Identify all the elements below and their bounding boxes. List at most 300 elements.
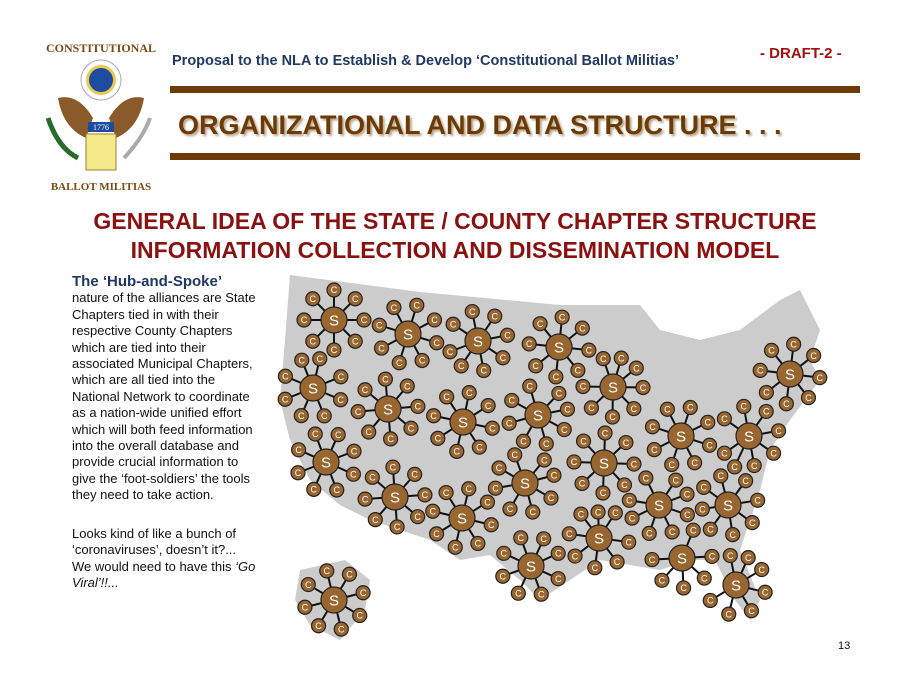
- county-chapter-node: [523, 379, 537, 393]
- svg-text:C: C: [390, 302, 398, 313]
- county-chapter-node: [617, 478, 631, 492]
- svg-text:C: C: [621, 480, 628, 491]
- county-chapter-node: [372, 318, 386, 332]
- svg-text:S: S: [320, 454, 332, 472]
- svg-text:C: C: [721, 448, 728, 459]
- county-chapter-node: [534, 587, 548, 601]
- svg-text:C: C: [411, 469, 418, 480]
- svg-text:S: S: [598, 455, 610, 473]
- state-chapter-hub: [646, 492, 672, 518]
- county-chapter-node: [306, 334, 320, 348]
- county-chapter-node: [307, 482, 321, 496]
- county-chapter-node: [560, 402, 574, 416]
- svg-text:C: C: [564, 404, 571, 415]
- svg-text:S: S: [389, 489, 401, 507]
- svg-text:C: C: [536, 318, 544, 329]
- county-chapter-node: [745, 516, 759, 530]
- heading-line-1: GENERAL IDEA OF THE STATE / COUNTY CHAPTER STRUCTURE: [93, 208, 817, 234]
- svg-text:C: C: [359, 587, 367, 598]
- svg-text:C: C: [648, 554, 656, 565]
- county-chapter-node: [562, 527, 576, 541]
- county-chapter-node: [552, 386, 566, 400]
- svg-text:C: C: [691, 457, 698, 468]
- svg-text:C: C: [547, 493, 555, 504]
- county-chapter-node: [443, 345, 457, 359]
- svg-text:C: C: [783, 399, 790, 410]
- county-chapter-node: [665, 458, 679, 472]
- county-chapter-node: [588, 561, 602, 575]
- state-chapter-hub: [668, 423, 694, 449]
- svg-text:C: C: [474, 538, 482, 549]
- svg-text:C: C: [532, 361, 539, 372]
- county-chapter-node: [627, 402, 641, 416]
- svg-text:S: S: [675, 428, 687, 446]
- svg-text:C: C: [543, 439, 550, 450]
- svg-text:C: C: [645, 528, 653, 539]
- county-chapter-node: [751, 493, 765, 507]
- county-chapter-node: [722, 607, 736, 621]
- county-chapter-node: [547, 468, 561, 482]
- county-chapter-node: [717, 412, 731, 426]
- svg-text:C: C: [763, 387, 770, 398]
- svg-text:C: C: [721, 414, 728, 425]
- svg-text:C: C: [706, 440, 713, 451]
- county-chapter-node: [723, 549, 737, 563]
- svg-text:C: C: [626, 495, 633, 506]
- svg-text:C: C: [526, 381, 533, 392]
- county-chapter-node: [450, 444, 464, 458]
- county-chapter-node: [574, 507, 588, 521]
- svg-text:C: C: [465, 484, 472, 495]
- state-chapter-hub: [525, 402, 551, 428]
- svg-text:C: C: [298, 355, 306, 366]
- county-chapter-node: [415, 353, 429, 367]
- state-chapter-hub: [450, 409, 476, 435]
- svg-text:S: S: [457, 414, 469, 432]
- svg-text:C: C: [418, 355, 426, 366]
- county-chapter-node: [577, 434, 591, 448]
- state-chapter-hub: [313, 449, 339, 475]
- svg-text:C: C: [311, 429, 319, 440]
- svg-text:C: C: [585, 345, 593, 356]
- county-chapter-node: [334, 393, 348, 407]
- state-chapter-hub: [321, 587, 347, 613]
- svg-text:C: C: [504, 330, 511, 341]
- svg-text:S: S: [730, 577, 742, 595]
- county-chapter-node: [714, 469, 728, 483]
- svg-text:C: C: [579, 381, 587, 392]
- county-chapter-node: [608, 506, 622, 520]
- county-chapter-node: [375, 341, 389, 355]
- county-chapter-node: [596, 486, 610, 500]
- svg-text:C: C: [731, 462, 738, 473]
- svg-text:C: C: [433, 529, 440, 540]
- county-chapter-node: [292, 443, 306, 457]
- county-chapter-node: [665, 525, 679, 539]
- svg-text:C: C: [768, 345, 775, 356]
- svg-text:C: C: [668, 459, 675, 470]
- county-chapter-node: [801, 391, 815, 405]
- county-chapter-node: [787, 337, 801, 351]
- county-chapter-node: [726, 528, 740, 542]
- county-chapter-node: [575, 321, 589, 335]
- county-chapter-node: [645, 553, 659, 567]
- page-title: ORGANIZATIONAL AND DATA STRUCTURE . . .: [178, 110, 782, 140]
- svg-text:C: C: [361, 384, 369, 395]
- county-chapter-node: [765, 343, 779, 357]
- county-chapter-node: [767, 446, 781, 460]
- svg-text:C: C: [613, 557, 621, 568]
- svg-text:C: C: [707, 595, 714, 606]
- county-chapter-node: [614, 351, 628, 365]
- county-chapter-node: [496, 351, 510, 365]
- svg-text:C: C: [740, 401, 748, 412]
- svg-text:C: C: [633, 363, 640, 374]
- county-chapter-node: [516, 434, 530, 448]
- svg-text:C: C: [476, 442, 483, 453]
- county-chapter-node: [568, 549, 582, 563]
- svg-text:C: C: [810, 350, 817, 361]
- state-chapter-hub: [512, 470, 538, 496]
- county-chapter-node: [677, 581, 691, 595]
- county-chapter-node: [446, 317, 460, 331]
- county-chapter-node: [439, 486, 453, 500]
- county-chapter-node: [278, 392, 292, 406]
- svg-text:C: C: [354, 406, 362, 417]
- svg-text:C: C: [805, 392, 812, 403]
- svg-text:C: C: [330, 285, 338, 296]
- county-chapter-node: [346, 467, 360, 481]
- county-chapter-node: [278, 369, 292, 383]
- county-chapter-node: [477, 363, 491, 377]
- svg-text:C: C: [414, 511, 421, 522]
- county-chapter-node: [348, 292, 362, 306]
- county-chapter-node: [427, 313, 441, 327]
- svg-text:C: C: [330, 345, 338, 356]
- county-chapter-node: [660, 402, 674, 416]
- state-chapter-hub: [591, 450, 617, 476]
- county-chapter-node: [400, 379, 414, 393]
- county-chapter-node: [739, 474, 753, 488]
- svg-text:C: C: [310, 484, 318, 495]
- county-chapter-node: [567, 455, 581, 469]
- svg-text:C: C: [618, 353, 625, 364]
- svg-text:C: C: [429, 506, 437, 517]
- svg-text:C: C: [625, 537, 632, 548]
- svg-text:C: C: [421, 490, 429, 501]
- county-chapter-node: [703, 438, 717, 452]
- svg-text:C: C: [591, 562, 599, 573]
- county-chapter-node: [701, 415, 715, 429]
- county-chapter-node: [544, 491, 558, 505]
- svg-text:C: C: [372, 514, 379, 525]
- svg-text:C: C: [487, 519, 495, 530]
- svg-text:C: C: [499, 571, 507, 582]
- svg-text:C: C: [775, 426, 782, 437]
- county-chapter-node: [320, 564, 334, 578]
- svg-text:C: C: [599, 353, 607, 364]
- svg-text:S: S: [532, 407, 544, 425]
- svg-text:C: C: [664, 404, 671, 415]
- county-chapter-node: [717, 446, 731, 460]
- svg-text:C: C: [389, 462, 397, 473]
- county-chapter-node: [497, 546, 511, 560]
- county-chapter-node: [737, 399, 751, 413]
- county-chapter-node: [454, 359, 468, 373]
- county-chapter-node: [575, 476, 589, 490]
- svg-text:C: C: [689, 525, 697, 536]
- county-chapter-node: [430, 336, 444, 350]
- county-chapter-node: [408, 467, 422, 481]
- svg-text:S: S: [784, 366, 796, 384]
- svg-text:C: C: [580, 436, 587, 447]
- county-chapter-node: [526, 505, 540, 519]
- county-chapter-node: [404, 421, 418, 435]
- county-chapter-node: [683, 400, 697, 414]
- svg-text:C: C: [491, 311, 499, 322]
- svg-text:S: S: [743, 428, 755, 446]
- svg-text:C: C: [294, 467, 302, 478]
- svg-text:C: C: [333, 485, 341, 496]
- svg-text:C: C: [282, 371, 289, 382]
- county-chapter-node: [291, 466, 305, 480]
- svg-text:S: S: [307, 380, 319, 398]
- svg-text:C: C: [588, 403, 595, 414]
- county-chapter-node: [317, 409, 331, 423]
- county-chapter-node: [347, 444, 361, 458]
- state-chapter-hub: [736, 423, 762, 449]
- county-chapter-node: [703, 522, 717, 536]
- svg-text:C: C: [649, 421, 656, 432]
- state-chapter-hub: [715, 492, 741, 518]
- svg-text:C: C: [298, 410, 305, 421]
- svg-text:C: C: [500, 548, 508, 559]
- county-chapter-node: [505, 393, 519, 407]
- svg-text:C: C: [316, 354, 323, 365]
- svg-text:C: C: [566, 529, 573, 540]
- county-chapter-node: [485, 421, 499, 435]
- county-chapter-node: [744, 604, 758, 618]
- svg-text:C: C: [612, 508, 619, 519]
- county-chapter-node: [705, 549, 719, 563]
- county-chapter-node: [411, 510, 425, 524]
- svg-text:C: C: [449, 319, 457, 330]
- county-chapter-node: [549, 370, 563, 384]
- county-chapter-node: [655, 573, 669, 587]
- svg-text:C: C: [337, 372, 345, 383]
- svg-text:C: C: [315, 620, 322, 631]
- svg-text:C: C: [517, 533, 524, 544]
- county-chapter-node: [503, 502, 517, 516]
- county-chapter-node: [411, 399, 425, 413]
- county-chapter-node: [571, 363, 585, 377]
- county-chapter-node: [427, 409, 441, 423]
- county-chapter-node: [508, 448, 522, 462]
- county-chapter-node: [551, 572, 565, 586]
- svg-text:C: C: [376, 320, 383, 331]
- svg-text:C: C: [305, 579, 312, 590]
- county-chapter-node: [584, 401, 598, 415]
- county-chapter-node: [386, 460, 400, 474]
- county-chapter-node: [306, 292, 320, 306]
- svg-text:C: C: [729, 529, 736, 540]
- svg-text:C: C: [515, 588, 522, 599]
- county-chapter-node: [430, 527, 444, 541]
- svg-text:C: C: [750, 460, 758, 471]
- state-chapter-hub: [669, 545, 695, 571]
- county-chapter-node: [695, 502, 709, 516]
- county-chapter-node: [410, 298, 424, 312]
- svg-text:S: S: [402, 326, 414, 344]
- state-chapter-hub: [465, 328, 491, 354]
- svg-text:C: C: [378, 343, 385, 354]
- county-chapter-node: [591, 505, 605, 519]
- county-chapter-node: [598, 426, 612, 440]
- svg-text:S: S: [607, 379, 619, 397]
- county-chapter-node: [741, 551, 755, 565]
- county-chapter-node: [622, 535, 636, 549]
- county-chapter-node: [426, 504, 440, 518]
- county-chapter-node: [358, 492, 372, 506]
- county-chapter-node: [555, 310, 569, 324]
- county-chapter-node: [390, 520, 404, 534]
- county-chapter-node: [610, 555, 624, 569]
- county-chapter-node: [605, 410, 619, 424]
- svg-text:C: C: [499, 353, 507, 364]
- svg-text:C: C: [816, 372, 824, 383]
- svg-text:C: C: [680, 583, 687, 594]
- svg-text:C: C: [525, 339, 533, 350]
- county-chapter-node: [313, 352, 327, 366]
- svg-text:C: C: [484, 497, 491, 508]
- county-chapter-node: [392, 356, 406, 370]
- svg-text:C: C: [579, 323, 586, 334]
- svg-text:C: C: [560, 424, 568, 435]
- svg-text:C: C: [749, 517, 756, 528]
- svg-text:C: C: [555, 388, 563, 399]
- county-chapter-node: [348, 334, 362, 348]
- svg-text:S: S: [676, 550, 688, 568]
- county-chapter-node: [686, 523, 700, 537]
- svg-text:C: C: [360, 315, 368, 326]
- svg-text:C: C: [413, 300, 421, 311]
- county-chapter-node: [703, 593, 717, 607]
- county-chapter-node: [680, 508, 694, 522]
- svg-text:C: C: [708, 551, 716, 562]
- svg-text:C: C: [484, 400, 492, 411]
- county-chapter-node: [642, 526, 656, 540]
- svg-text:C: C: [508, 395, 516, 406]
- svg-text:C: C: [540, 534, 547, 545]
- county-chapter-node: [327, 343, 341, 357]
- svg-text:C: C: [446, 346, 454, 357]
- county-chapter-node: [514, 531, 528, 545]
- state-chapter-hub: [449, 505, 475, 531]
- svg-text:C: C: [407, 423, 415, 434]
- county-chapter-node: [647, 443, 661, 457]
- state-chapter-hub: [518, 553, 544, 579]
- state-chapter-hub: [600, 374, 626, 400]
- svg-text:C: C: [495, 463, 503, 474]
- state-chapter-hub: [300, 375, 326, 401]
- svg-text:S: S: [653, 497, 665, 515]
- svg-text:C: C: [442, 487, 450, 498]
- state-chapter-hub: [723, 572, 749, 598]
- svg-text:C: C: [700, 482, 707, 493]
- hub-spoke-map: [262, 268, 882, 648]
- svg-text:C: C: [365, 427, 372, 438]
- county-chapter-node: [596, 352, 610, 366]
- county-chapter-node: [387, 301, 401, 315]
- proposal-subtitle: Proposal to the NLA to Establish & Develop ‘Constitutional Ballot Militias’: [172, 53, 679, 69]
- svg-text:C: C: [320, 411, 328, 422]
- county-chapter-node: [522, 337, 536, 351]
- county-chapter-node: [576, 379, 590, 393]
- county-chapter-node: [639, 471, 653, 485]
- county-chapter-node: [448, 540, 462, 554]
- svg-text:C: C: [433, 338, 440, 349]
- county-chapter-node: [619, 436, 633, 450]
- county-chapter-node: [539, 437, 553, 451]
- county-chapter-node: [772, 424, 786, 438]
- county-chapter-node: [358, 383, 372, 397]
- svg-text:C: C: [571, 551, 579, 562]
- svg-text:C: C: [505, 418, 513, 429]
- svg-text:S: S: [525, 558, 537, 576]
- heading-line-2: INFORMATION COLLECTION AND DISSEMINATION MODEL: [130, 237, 780, 263]
- svg-text:C: C: [554, 548, 562, 559]
- svg-text:1776: 1776: [93, 123, 109, 132]
- svg-text:C: C: [281, 394, 289, 405]
- svg-text:C: C: [622, 437, 630, 448]
- svg-text:C: C: [361, 494, 369, 505]
- svg-text:C: C: [570, 457, 578, 468]
- svg-text:C: C: [651, 444, 658, 455]
- svg-text:C: C: [628, 513, 636, 524]
- county-chapter-node: [625, 511, 639, 525]
- svg-text:C: C: [382, 374, 389, 385]
- svg-text:C: C: [761, 587, 769, 598]
- svg-text:C: C: [434, 433, 442, 444]
- county-chapter-node: [327, 283, 341, 297]
- county-chapter-node: [758, 585, 772, 599]
- county-chapter-node: [472, 440, 486, 454]
- top-divider: [170, 86, 860, 93]
- svg-text:C: C: [387, 434, 394, 445]
- sidebar-text: [72, 274, 258, 591]
- sidebar-body: nature of the alliances are State Chapters tied in with their respective County Chapters which are tied into their associated Municipal Chapters, which are all tied into the National Network to coordinate as a nation-wide unified effort which will both feed information into the overall database and provide crucial information to give the ‘foot-soldiers’ the tools they need to take action.: [72, 290, 256, 503]
- state-chapter-hub: [546, 334, 572, 360]
- svg-text:C: C: [717, 471, 724, 482]
- constitutional-ballot-militias-logo: [38, 38, 164, 194]
- county-chapter-node: [759, 404, 773, 418]
- svg-text:C: C: [558, 312, 566, 323]
- svg-text:C: C: [350, 446, 358, 457]
- svg-text:S: S: [328, 312, 340, 330]
- county-chapter-node: [537, 532, 551, 546]
- svg-text:C: C: [639, 382, 647, 393]
- svg-text:C: C: [414, 401, 422, 412]
- svg-text:C: C: [554, 573, 562, 584]
- svg-text:C: C: [699, 504, 706, 515]
- svg-text:C: C: [668, 527, 676, 538]
- county-chapter-node: [334, 370, 348, 384]
- sidebar-note: Looks kind of like a bunch of ‘coronaviruses’, doesn’t it?... We would need to have this ‘Go Viral’!!...: [72, 525, 256, 590]
- county-chapter-node: [537, 453, 551, 467]
- svg-text:C: C: [506, 504, 514, 515]
- county-chapter-node: [813, 371, 827, 385]
- county-chapter-node: [357, 313, 371, 327]
